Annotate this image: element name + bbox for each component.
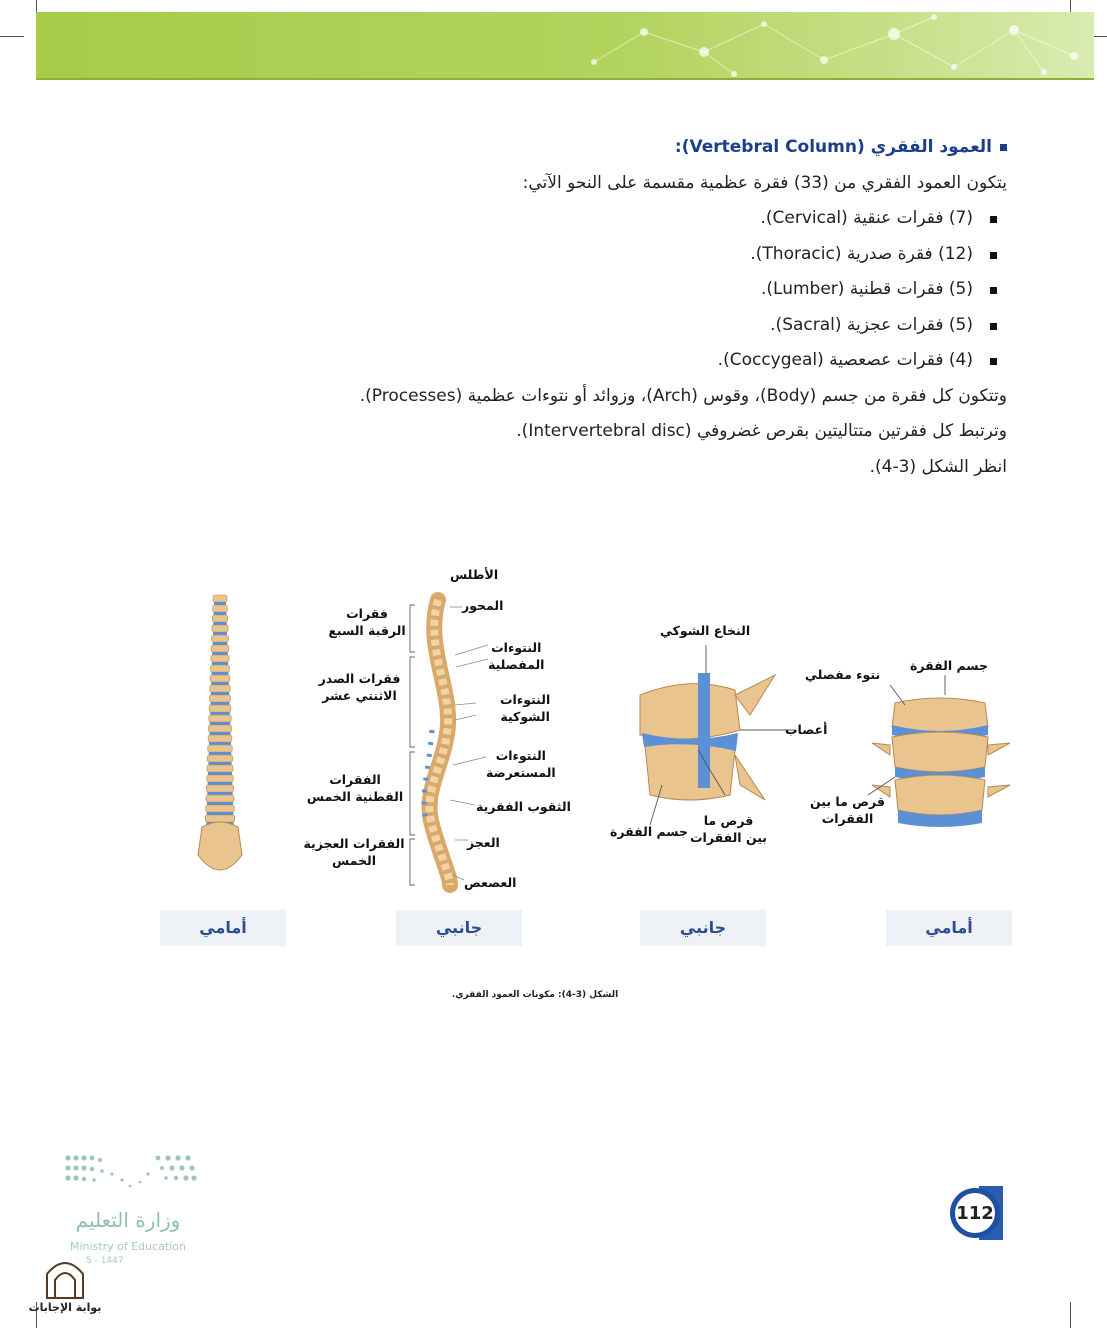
crop-mark [1070, 1302, 1071, 1328]
vertebra-shape [206, 805, 235, 812]
vertebra-shape [209, 705, 231, 712]
label-coccyx: العصعص [464, 875, 517, 890]
intro-paragraph: يتكون العمود الفقري من (33) فقرة عظمية مقسمة على النحو الآتي: [522, 172, 1007, 193]
vertebra-shape [212, 615, 227, 622]
disc-shape [213, 622, 226, 625]
disc-shape [212, 652, 228, 655]
list-item: (5) فقرات عجزية (Sacral). [247, 308, 1007, 344]
label-line: فقرات الصدر [318, 671, 401, 686]
label-line: الاثنتي عشر [322, 688, 397, 703]
vertebra-shape [207, 765, 233, 772]
vertebra-shape [210, 675, 230, 682]
disc-shape [207, 812, 234, 815]
disc-shape [210, 722, 230, 725]
spine-figure [150, 555, 1030, 955]
label-sacrum: العجز [467, 835, 500, 850]
disc-shape [214, 612, 227, 615]
label-line: النتوءات [495, 748, 546, 763]
vertebra-shape [208, 745, 233, 752]
vertebra-shape [210, 685, 230, 692]
disc-shape [214, 602, 226, 605]
label-line: فقرات [346, 606, 388, 621]
label-line: الرقبة السبع [328, 623, 406, 638]
building-icon [43, 1258, 87, 1300]
disc-shape [213, 632, 227, 635]
ministry-name-arabic: وزارة التعليم [75, 1208, 181, 1232]
list-item: (4) فقرات عصعصية (Coccygeal). [247, 343, 1007, 379]
label-transverse [486, 747, 556, 781]
disc-shape [208, 762, 231, 765]
watermark-text: بوابة الإجابات [28, 1301, 102, 1314]
ministry-logo [60, 1150, 210, 1275]
vertebra-shape [211, 665, 230, 672]
molecule-pattern [574, 12, 1094, 78]
front-spine-drawing [198, 595, 242, 870]
label-line: المستعرضة [486, 765, 556, 780]
vertebra-shape [205, 815, 234, 822]
vertebra-shape [207, 755, 232, 762]
label-line: النتوءات [491, 640, 542, 655]
label-foramina: الثقوب الفقرية [476, 799, 571, 814]
label-line: الخمس [331, 853, 377, 868]
vertebra-shape [206, 795, 234, 802]
spine-illustration [150, 555, 1030, 955]
label-spinal-cord: النخاع الشوكي [660, 623, 751, 638]
vertebra-shape [212, 625, 228, 632]
disc-shape [211, 682, 229, 685]
header-band [36, 12, 1094, 80]
vertebra-shape [211, 645, 229, 652]
label-axis: المحور [462, 598, 504, 613]
label-disc [690, 812, 767, 846]
label-sacral [298, 835, 410, 869]
disc-shape [210, 712, 230, 715]
body-paragraph: وتتكون كل فقرة من جسم (Body)، وقوس (Arch)، وزوائد أو نتوءات عظمية (Processes). [359, 385, 1007, 406]
view-label-front: أمامي [886, 910, 1012, 946]
label-line: الفقرات [821, 811, 874, 826]
front-vertebrae-drawing [868, 675, 1010, 827]
label-nerves: أعصاب [785, 722, 828, 737]
ministry-year: 5 - 1447 [86, 1256, 124, 1266]
label-atlas: الأطلس [450, 567, 499, 582]
watermark-logo [25, 1258, 105, 1320]
disc-shape [211, 702, 230, 705]
disc-shape [213, 642, 228, 645]
label-articular-process: نتوء مفصلي [805, 667, 881, 682]
label-line: المفصلية [488, 657, 545, 672]
page-number: 112 [956, 1203, 994, 1224]
label-line: الفقرات [329, 772, 381, 787]
label-spinous [500, 691, 550, 725]
page-number-badge [945, 1186, 1003, 1240]
vertebra-shape [207, 775, 234, 782]
view-label-side: جانبي [396, 910, 522, 946]
lateral-vertebrae-drawing [640, 645, 795, 825]
disc-shape [212, 672, 229, 675]
disc-shape [208, 782, 233, 785]
label-line: بين الفقرات [690, 830, 767, 845]
disc-shape [209, 732, 230, 735]
disc-shape [207, 802, 233, 805]
label-line: الشوكية [500, 709, 550, 724]
label-line: قرص ما [703, 813, 754, 828]
view-label-front: أمامي [160, 910, 286, 946]
vertebra-shape [209, 715, 231, 722]
figure-reference: انظر الشكل (3-4). [869, 456, 1007, 477]
view-label-side: جانبي [640, 910, 766, 946]
vertebra-shape [213, 605, 228, 612]
label-lumbar [300, 771, 410, 805]
label-intervertebral-disc [810, 793, 885, 827]
list-item: (12) فقرة صدرية (Thoracic). [247, 237, 1007, 273]
vertebra-shape [208, 725, 231, 732]
disc-shape [207, 792, 232, 795]
disc-shape [211, 692, 229, 695]
ministry-name-english: Ministry of Education [69, 1240, 186, 1253]
label-line: قرص ما بين [810, 794, 885, 809]
label-vertebra-body: جسم الفقرة [910, 658, 989, 673]
vertebra-shape [211, 655, 229, 662]
list-item: (7) فقرات عنقية (Cervical). [247, 201, 1007, 237]
vertebra-shape [208, 735, 232, 742]
vertebrae-list [247, 201, 1007, 379]
figure-caption: الشكل (3-4): مكونات العمود الفقري. [451, 990, 619, 1000]
label-line: النتوءات [500, 692, 551, 707]
disc-shape [212, 662, 228, 665]
vertebra-shape [206, 785, 233, 792]
label-cervical [322, 605, 412, 639]
vertebra-shape [213, 595, 227, 602]
label-line: القطنية الخمس [306, 789, 404, 804]
section-heading-text: العمود الفقري (Vertebral Column): [674, 137, 992, 157]
vertebra-shape [210, 695, 231, 702]
body-paragraph: وترتبط كل فقرتين متتاليتين بقرص غضروفي (Intervertebral disc). [516, 421, 1007, 441]
list-item: (5) فقرات قطنية (Lumber). [247, 272, 1007, 308]
vertebra-shape [212, 635, 229, 642]
disc-shape [209, 752, 232, 755]
label-thoracic [312, 670, 407, 704]
ministry-dots-icon [62, 1152, 202, 1200]
label-articular [488, 639, 544, 673]
text-section [247, 130, 1007, 485]
disc-shape [209, 742, 231, 745]
section-heading [247, 130, 1007, 166]
label-vertebra-body: جسم الفقرة [610, 824, 689, 839]
disc-shape [208, 772, 232, 775]
heading-bullet-icon [1000, 144, 1007, 151]
crop-mark [0, 36, 24, 37]
label-line: الفقرات العجزية [303, 836, 405, 851]
